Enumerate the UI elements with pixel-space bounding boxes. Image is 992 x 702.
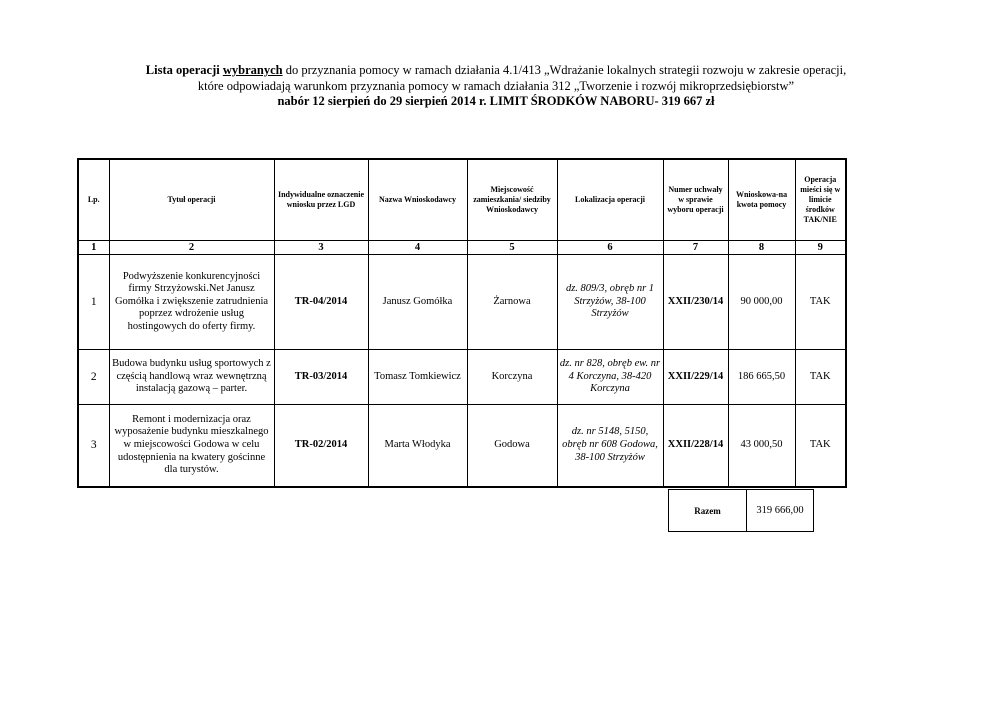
row-wnioskodawca: Tomasz Tomkiewicz [368, 350, 467, 405]
title-lead: Lista operacji [145, 63, 223, 77]
table-row [78, 350, 846, 405]
row-oznaczenie: TR-04/2014 [274, 255, 368, 350]
row-oznaczenie: TR-02/2014 [274, 405, 368, 487]
column-number: 4 [368, 241, 467, 255]
header-lokalizacja: Lokalizacja operacji [557, 159, 663, 241]
row-kwota: 186 665,50 [728, 350, 795, 405]
title-line-2: które odpowiadają warunkom przyznania pomocy w ramach działania 312 „Tworzenie i rozwój mikroprzedsiębiorstw” [197, 78, 795, 93]
column-number: 6 [557, 241, 663, 255]
header-lp: Lp. [78, 159, 109, 241]
header-uchwala: Numer uchwały w sprawie wyboru operacji [663, 159, 728, 241]
title-rest: do przyznania pomocy w ramach działania 4.1/413 „Wdrażanie lokalnych strategii rozwoju w zakresie operacji, [282, 63, 847, 77]
row-uchwala: XXII/229/14 [663, 350, 728, 405]
column-number: 8 [728, 241, 795, 255]
column-number: 5 [467, 241, 557, 255]
title-line-3: nabór 12 sierpień do 29 sierpień 2014 r. LIMIT ŚRODKÓW NABORU- 319 667 zł [277, 94, 715, 108]
row-tytul: Podwyższenie konkurencyjności firmy Strzyżowski.Net Janusz Gomółka i zwiększenie zatrudnienia poprzez wdrożenie usług hostingowych do oferty firmy. [109, 255, 274, 350]
column-number-row [78, 241, 846, 255]
row-miejscowosc: Godowa [467, 405, 557, 487]
total-label: Razem [668, 489, 747, 532]
row-wnioskodawca: Janusz Gomółka [368, 255, 467, 350]
row-kwota: 43 000,50 [728, 405, 795, 487]
row-lp: 2 [78, 350, 109, 405]
row-lokalizacja: dz. 809/3, obręb nr 1 Strzyżów, 38-100 Strzyżów [557, 255, 663, 350]
title-emphasis: wybranych [222, 63, 283, 77]
header-row [78, 159, 846, 241]
table-row [78, 255, 846, 350]
row-lp: 3 [78, 405, 109, 487]
row-limit: TAK [795, 350, 846, 405]
column-number: 3 [274, 241, 368, 255]
row-tytul: Budowa budynku usług sportowych z częścią handlową wraz wewnętrzną instalacją gazową – parter. [109, 350, 274, 405]
header-kwota: Wnioskowa-na kwota pomocy [728, 159, 795, 241]
column-number: 2 [109, 241, 274, 255]
row-lokalizacja: dz. nr 828, obręb ew. nr 4 Korczyna, 38-420 Korczyna [557, 350, 663, 405]
row-oznaczenie: TR-03/2014 [274, 350, 368, 405]
row-lp: 1 [78, 255, 109, 350]
total-value: 319 666,00 [746, 489, 814, 532]
header-tytul: Tytuł operacji [109, 159, 274, 241]
row-wnioskodawca: Marta Włodyka [368, 405, 467, 487]
title-line-1 [0, 63, 992, 79]
operations-table [77, 158, 847, 488]
row-limit: TAK [795, 405, 846, 487]
header-wnioskodawca: Nazwa Wnioskodawcy [368, 159, 467, 241]
column-number: 7 [663, 241, 728, 255]
document-title [0, 63, 992, 110]
header-oznaczenie: Indywidualne oznaczenie wniosku przez LGD [274, 159, 368, 241]
row-kwota: 90 000,00 [728, 255, 795, 350]
row-limit: TAK [795, 255, 846, 350]
table-row [78, 405, 846, 487]
header-limit: Operacja mieści się w limicie środków TAK/NIE [795, 159, 846, 241]
row-tytul: Remont i modernizacja oraz wyposażenie budynku mieszkalnego w miejscowości Godowa w celu udostępnienia na kwatery gościnne dla turystów. [109, 405, 274, 487]
row-miejscowosc: Żarnowa [467, 255, 557, 350]
column-number: 9 [795, 241, 846, 255]
column-number: 1 [78, 241, 109, 255]
row-lokalizacja: dz. nr 5148, 5150, obręb nr 608 Godowa, 38-100 Strzyżów [557, 405, 663, 487]
row-miejscowosc: Korczyna [467, 350, 557, 405]
row-uchwala: XXII/230/14 [663, 255, 728, 350]
row-uchwala: XXII/228/14 [663, 405, 728, 487]
header-miejscowosc: Miejscowość zamieszkania/ siedziby Wnioskodawcy [467, 159, 557, 241]
